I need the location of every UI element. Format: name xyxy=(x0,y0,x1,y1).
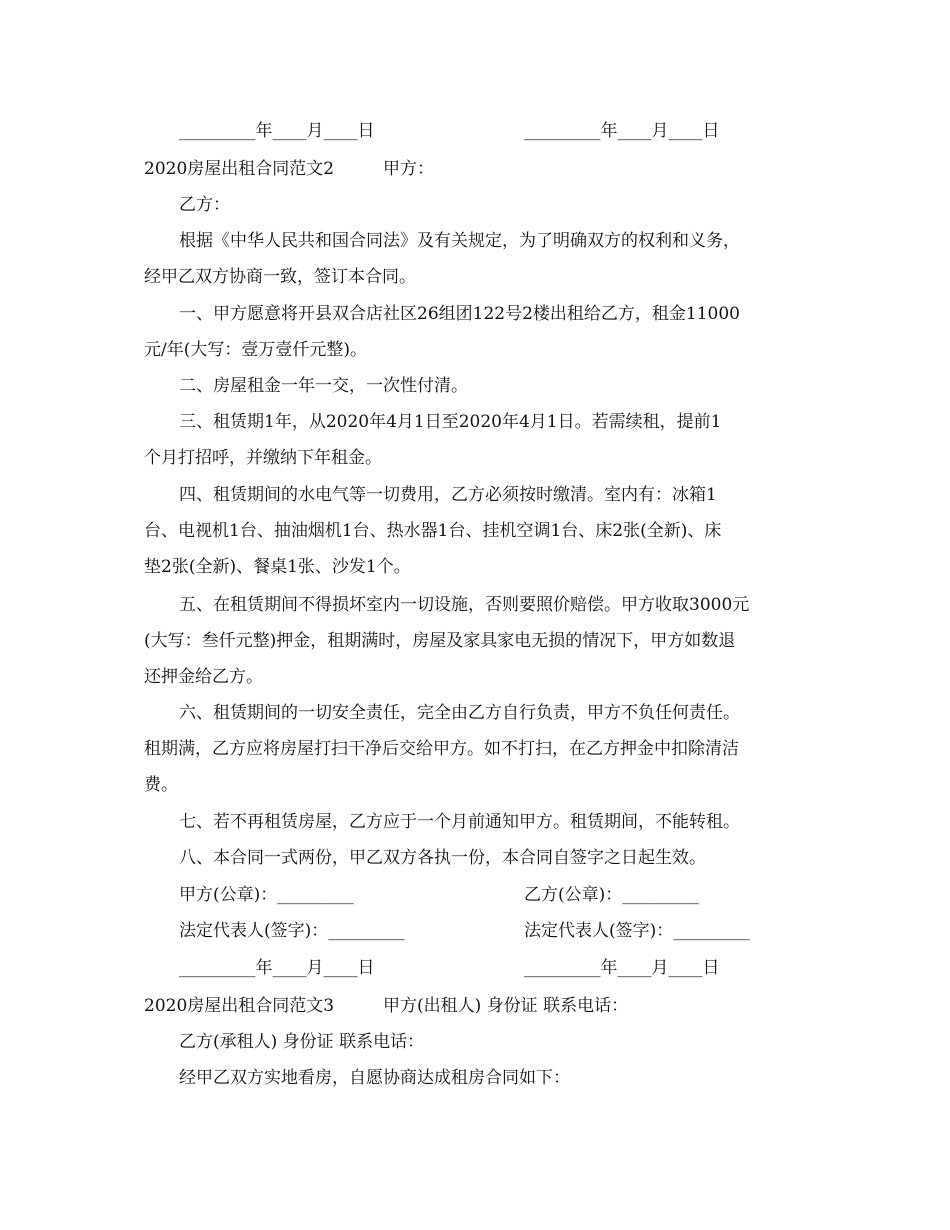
date-right: _________年____月____日 xyxy=(524,121,720,141)
clause-3-cont: 个月打招呼，并缴纳下年租金。 xyxy=(144,448,382,468)
paragraph-line: 经甲乙双方协商一致，签订本合同。 xyxy=(144,267,416,287)
representative-line xyxy=(179,920,804,942)
section-title: 2020房屋出租合同范文3 xyxy=(144,996,335,1016)
lessee-info: 乙方(承租人) 身份证 联系电话： xyxy=(179,1032,425,1052)
clause-4-cont: 台、电视机1台、抽油烟机1台、热水器1台、挂机空调1台、床2张(全新)、床 xyxy=(144,521,722,541)
section-heading xyxy=(144,158,804,180)
party-b-representative: 法定代表人(签字)：_________ xyxy=(524,921,750,941)
clause-4: 四、租赁期间的水电气等一切费用，乙方必须按时缴清。室内有：冰箱1 xyxy=(179,485,717,505)
date-left: _________年____月____日 xyxy=(179,121,375,141)
clause-5-cont: (大写：叁仟元整)押金，租期满时，房屋及家具家电无损的情况下，甲方如数退 xyxy=(144,631,736,651)
party-a-representative: 法定代表人(签字)：_________ xyxy=(179,921,405,941)
clause-2: 二、房屋租金一年一交，一次性付清。 xyxy=(179,376,468,396)
clause-1: 一、甲方愿意将开县双合店社区26组团122号2楼出租给乙方，租金11000 xyxy=(179,304,740,324)
paragraph-line: 经甲乙双方实地看房，自愿协商达成租房合同如下： xyxy=(179,1068,570,1088)
clause-5: 五、在租赁期间不得损坏室内一切设施，否则要照价赔偿。甲方收取3000元 xyxy=(179,595,750,615)
clause-1-cont: 元/年(大写：壹万壹仟元整)。 xyxy=(144,340,367,360)
party-b-seal: 乙方(公章)：_________ xyxy=(524,885,699,905)
party-a-label: 甲方： xyxy=(383,159,434,179)
clause-3: 三、租赁期1年，从2020年4月1日至2020年4月1日。若需续租，提前1 xyxy=(179,412,722,432)
seal-line xyxy=(179,884,804,906)
clause-6: 六、租赁期间的一切安全责任，完全由乙方自行负责，甲方不负任何责任。 xyxy=(179,703,740,723)
clause-8: 八、本合同一式两份，甲乙双方各执一份，本合同自签字之日起生效。 xyxy=(179,848,706,868)
clause-6-cont: 租期满，乙方应将房屋打扫干净后交给甲方。如不打扫，在乙方押金中扣除清洁 xyxy=(144,739,739,759)
clause-4-cont: 垫2张(全新)、餐桌1张、沙发1个。 xyxy=(144,557,411,577)
section-heading xyxy=(144,995,804,1017)
clause-7: 七、若不再租赁房屋，乙方应于一个月前通知甲方。租赁期间，不能转租。 xyxy=(179,812,740,832)
date-line xyxy=(179,120,804,142)
clause-6-cont: 费。 xyxy=(144,775,178,795)
date-right: _________年____月____日 xyxy=(524,958,720,978)
date-left: _________年____月____日 xyxy=(179,958,375,978)
party-a-seal: 甲方(公章)：_________ xyxy=(179,885,354,905)
section-title: 2020房屋出租合同范文2 xyxy=(144,159,335,179)
party-b-label: 乙方： xyxy=(179,195,230,215)
clause-5-cont: 还押金给乙方。 xyxy=(144,667,263,687)
lessor-info: 甲方(出租人) 身份证 联系电话： xyxy=(383,996,629,1016)
paragraph-line: 根据《中华人民共和国合同法》及有关规定，为了明确双方的权利和义务， xyxy=(179,231,740,251)
date-line xyxy=(179,957,804,979)
